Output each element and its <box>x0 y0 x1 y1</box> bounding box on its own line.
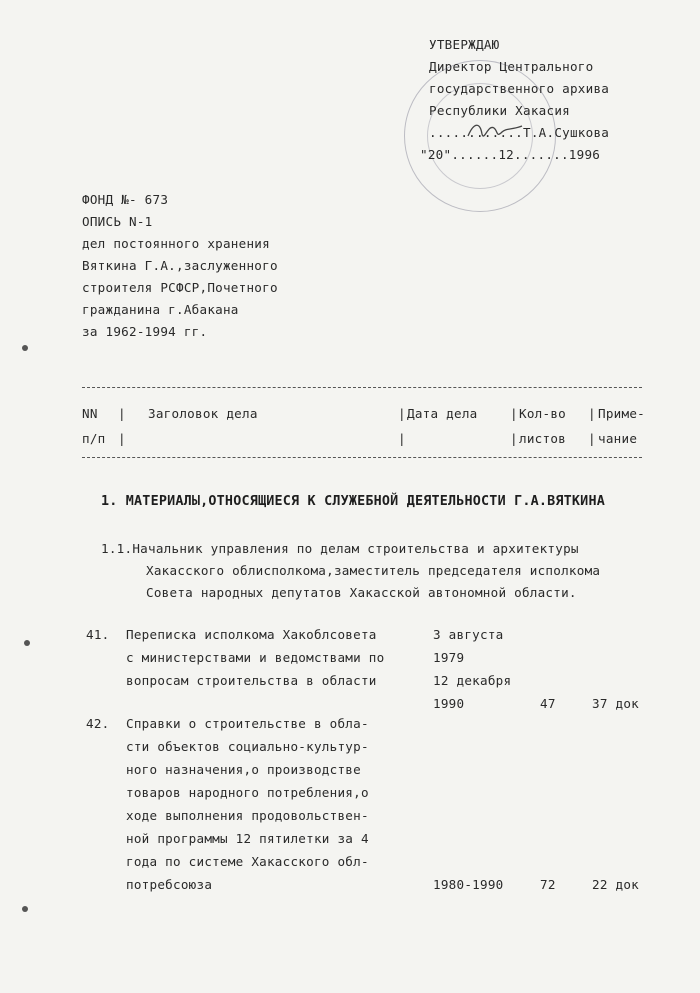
col-note-label: чание <box>598 431 638 446</box>
approval-line: УТВЕРЖДАЮ <box>429 37 500 52</box>
margin-mark <box>22 906 28 912</box>
subsection-line: Совета народных депутатов Хакасской автономной области. <box>146 585 577 600</box>
table-rule-bottom <box>82 457 642 458</box>
col-separator: | <box>588 431 596 446</box>
entry-date-line: 12 декабря <box>433 673 512 688</box>
entry-number: 41. <box>86 627 110 642</box>
margin-mark <box>24 640 30 646</box>
col-num-label: NN <box>82 406 98 421</box>
entry-number: 42. <box>86 716 110 731</box>
entry-title-line: Справки о строительстве в обла- <box>126 716 369 731</box>
fund-line: Вяткина Г.А.,заслуженного <box>82 258 278 273</box>
entry-title-line: товаров народного потребления,о <box>126 785 369 800</box>
fund-line: ФОНД №- 673 <box>82 192 169 207</box>
margin-mark <box>22 345 28 351</box>
col-note-label: Приме- <box>598 406 645 421</box>
col-separator: | <box>510 406 518 421</box>
fund-line: дел постоянного хранения <box>82 236 270 251</box>
entry-title-line: сти объектов социально-культур- <box>126 739 369 754</box>
entry-date-line: 1979 <box>433 650 465 665</box>
entry-title-line: вопросам строительства в области <box>126 673 377 688</box>
entry-sheets: 72 <box>540 877 556 892</box>
entry-date-line: 3 августа <box>433 627 504 642</box>
subsection-line: 1.1.Начальник управления по делам строительства и архитектуры <box>101 541 579 556</box>
entry-date-line: 1990 <box>433 696 465 711</box>
approval-line: ............Т.А.Сушкова <box>429 125 610 140</box>
entry-note: 22 док <box>592 877 639 892</box>
col-separator: | <box>118 406 126 421</box>
fund-line: строителя РСФСР,Почетного <box>82 280 278 295</box>
entry-title-line: потребсоюза <box>126 877 213 892</box>
fund-line: гражданина г.Абакана <box>82 302 239 317</box>
approval-date: "20"......12.......1996 <box>420 147 601 162</box>
fund-line: ОПИСЬ N-1 <box>82 214 153 229</box>
entry-title-line: ной программы 12 пятилетки за 4 <box>126 831 369 846</box>
approval-line: Республики Хакасия <box>429 103 570 118</box>
entry-title-line: ного назначения,о производстве <box>126 762 361 777</box>
col-separator: | <box>398 406 406 421</box>
col-separator: | <box>398 431 406 446</box>
table-rule-top <box>82 387 642 388</box>
col-separator: | <box>510 431 518 446</box>
col-count-label: Кол-во <box>519 406 566 421</box>
entry-note: 37 док <box>592 696 639 711</box>
entry-title-line: года по системе Хакасского обл- <box>126 854 369 869</box>
col-count-label: листов <box>519 431 566 446</box>
approval-line: государственного архива <box>429 81 610 96</box>
entry-title-line: ходе выполнения продовольствен- <box>126 808 369 823</box>
entry-title-line: Переписка исполкома Хакоблсовета <box>126 627 377 642</box>
section-title: 1. МАТЕРИАЛЫ,ОТНОСЯЩИЕСЯ К СЛУЖЕБНОЙ ДЕЯТЕЛЬНОСТИ Г.А.ВЯТКИНА <box>101 494 605 509</box>
entry-date-line: 1980-1990 <box>433 877 504 892</box>
col-separator: | <box>588 406 596 421</box>
fund-line: за 1962-1994 гг. <box>82 324 208 339</box>
subsection-line: Хакасского облисполкома,заместитель председателя исполкома <box>146 563 601 578</box>
col-title-label: Заголовок дела <box>148 406 258 421</box>
col-separator: | <box>118 431 126 446</box>
approval-line: Директор Центрального <box>429 59 594 74</box>
col-date-label: Дата дела <box>407 406 478 421</box>
col-num-label: п/п <box>82 431 106 446</box>
entry-sheets: 47 <box>540 696 556 711</box>
entry-title-line: с министерствами и ведомствами по <box>126 650 385 665</box>
